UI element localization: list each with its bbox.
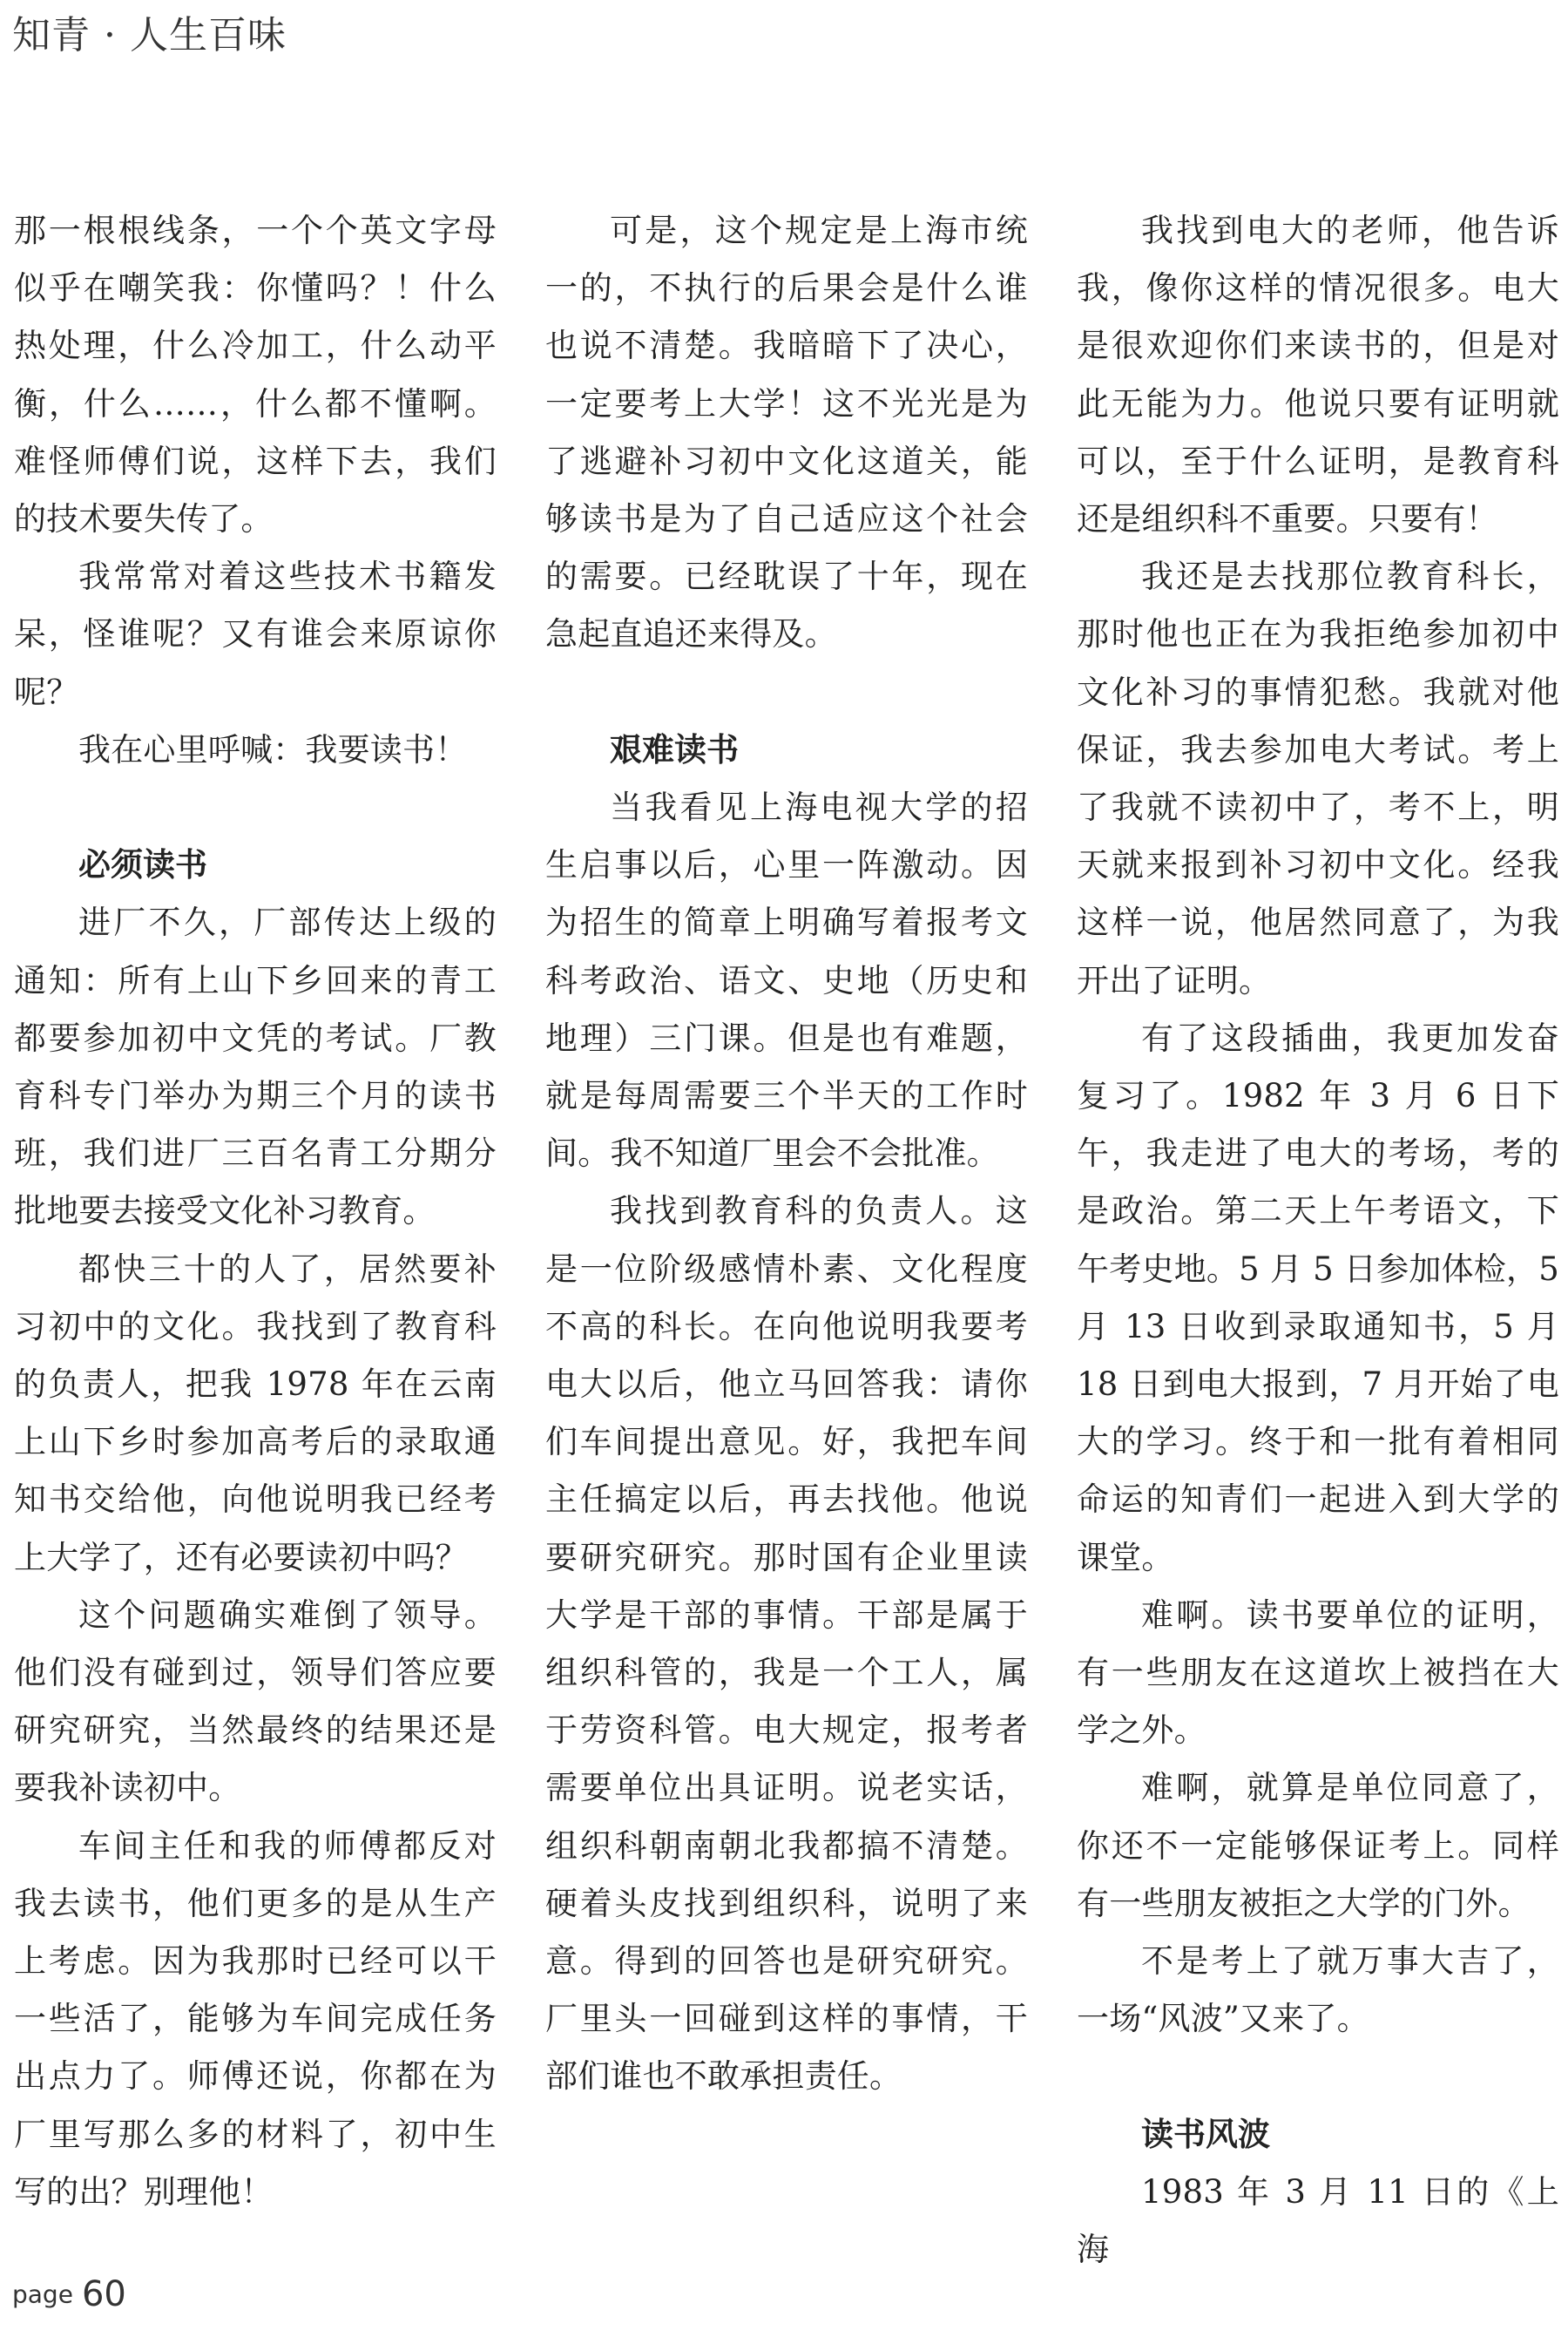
paragraph: 都快三十的人了，居然要补习初中的文化。我找到了教育科的负责人，把我 1978 年在云南上山下乡时参加高考后的录取通知书交给他，向他说明我已经考上大学了，还有必要读初中吗？ — [14, 1250, 497, 1576]
paragraph: 我在心里呼喊：我要读书！ — [78, 730, 468, 769]
page-footer — [12, 2274, 126, 2314]
paragraph: 进厂不久，厂部传达上级的通知：所有上山下乡回来的青工都要参加初中文凭的考试。厂教育科专门举办为期三个月的读书班，我们进厂三百名青工分期分批地要去接受文化补习教育。 — [14, 904, 497, 1230]
paragraph: 有了这段插曲，我更加发奋复习了。1982 年 3 月 6 日下午，我走进了电大的考场，考的是政治。第二天上午考语文，下午考史地。5 月 5 日参加体检，5 月 13 日收到录取通知书，5 月 18 日到电大报到，7 月开始了电大的学习。终于和一批有着相同命运的知青们一起进入到大学的课堂。 — [1077, 1019, 1559, 1576]
paragraph: 我找到教育科的负责人。这是一位阶级感情朴素、文化程度不高的科长。在向他说明我要考电大以后，他立马回答我：请你们车间提出意见。好，我把车间主任搞定以后，再去找他。他说要研究研究。那时国有企业里读大学是干部的事情。干部是属于组织科管的，我是一个工人，属于劳资科管。电大规定，报考者需要单位出具证明。说老实话，组织科朝南朝北我都搞不清楚。硬着头皮找到组织科，说明了来意。得到的回答也是研究研究。厂里头一回碰到这样的事情，干部们谁也不敢承担责任。 — [545, 1192, 1028, 2096]
paragraph: 当我看见上海电视大学的招生启事以后，心里一阵激动。因为招生的简章上明确写着报考文科考政治、语文、史地（历史和地理）三门课。但是也有难题，就是每周需要三个半天的工作时间。我不知道厂里会不会批准。 — [545, 789, 1028, 1173]
spacer — [14, 779, 497, 837]
paragraph: 难啊，就算是单位同意了，你还不一定能够保证考上。同样有一些朋友被拒之大学的门外。 — [1077, 1769, 1559, 1922]
page-number: 60 — [81, 2274, 126, 2314]
section-heading: 艰难读书 — [610, 730, 739, 769]
paragraph: 这个问题确实难倒了领导。他们没有碰到过，领导们答应要研究研究，当然最终的结果还是要我补读初中。 — [14, 1595, 497, 1807]
paragraph: 我常常对着这些技术书籍发呆，怪谁呢？又有谁会来原谅你呢？ — [14, 558, 497, 711]
column-2 — [545, 202, 1028, 2232]
paragraph: 1983 年 3 月 11 日的《上海 — [1077, 2172, 1559, 2269]
paragraph: 车间主任和我的师傅都反对我去读书，他们更多的是从生产上考虑。因为我那时已经可以干一些活了，能够为车间完成任务出点力了。师傅还说，你都在为厂里写那么多的材料了，初中生写的出？别理他！ — [14, 1826, 497, 2211]
page-label: page — [12, 2279, 73, 2309]
paragraph: 那一根根线条，一个个英文字母似乎在嘲笑我：你懂吗？！什么热处理，什么冷加工，什么动平衡，什么……，什么都不懂啊。难怪师傅们说，这样下去，我们的技术要失传了。 — [14, 212, 497, 539]
column-3 — [1077, 202, 1559, 2269]
spacer — [545, 664, 1028, 721]
paragraph: 我还是去找那位教育科长，那时他也正在为我拒绝参加初中文化补习的事情犯愁。我就对他保证，我去参加电大考试。考上了我就不读初中了，考不上，明天就来报到补习初中文化。经我这样一说，他居然同意了，为我开出了证明。 — [1077, 558, 1559, 999]
paragraph: 难啊。读书要单位的证明，有一些朋友在这道坎上被挡在大学之外。 — [1077, 1595, 1559, 1750]
section-header: 知青 · 人生百味 — [12, 13, 287, 58]
spacer — [1077, 2049, 1559, 2106]
section-heading: 读书风波 — [1141, 2115, 1270, 2153]
section-heading: 必须读书 — [78, 846, 207, 884]
paragraph: 可是，这个规定是上海市统一的，不执行的后果会是什么谁也说不清楚。我暗暗下了决心，一定要考上大学！这不光光是为了逃避补习初中文化这道关，能够读书是为了自己适应这个社会的需要。已经耽误了十年，现在急起直追还来得及。 — [545, 212, 1028, 654]
paragraph: 我找到电大的老师，他告诉我，像你这样的情况很多。电大是很欢迎你们来读书的，但是对此无能为力。他说只要有证明就可以，至于什么证明，是教育科还是组织科不重要。只要有！ — [1077, 212, 1559, 539]
paragraph: 不是考上了就万事大吉了，一场“风波”又来了。 — [1077, 1942, 1559, 2038]
column-1 — [14, 202, 497, 2232]
